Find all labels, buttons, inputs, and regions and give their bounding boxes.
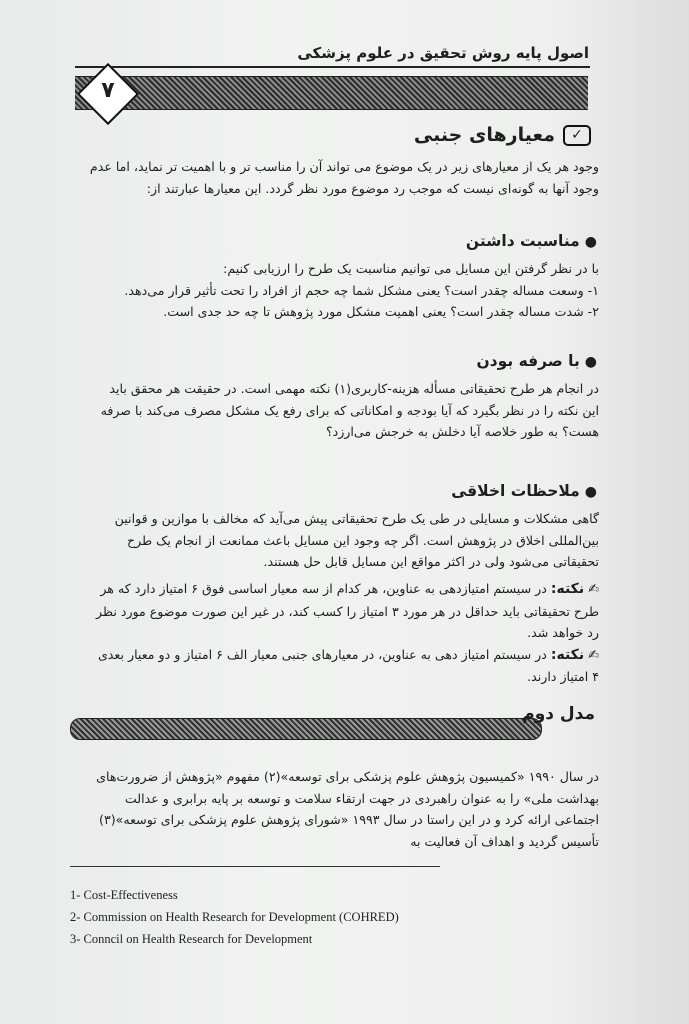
bullet-icon: ● (584, 354, 597, 370)
criterion-heading (466, 232, 597, 250)
note-label: نکته: (550, 581, 585, 597)
criterion-body (89, 258, 599, 323)
model-banner (70, 718, 542, 740)
notes-block (89, 578, 599, 688)
section-heading (414, 124, 591, 146)
criterion-heading (451, 482, 597, 500)
bullet-icon: ● (584, 484, 597, 500)
note-pen-icon: ✍ (588, 647, 599, 663)
note-text: در سیستم امتیاز دهی به عناوین، در معیارهای جنبی معیار الف ۶ امتیاز و دو معیار بعدی ۴ امتیاز دارند. (97, 646, 599, 684)
footnote: 1- Cost-Effectiveness (70, 888, 178, 902)
criterion-line: ۲- شدت مساله چقدر است؟ یعنی اهمیت مشکل مورد پژوهش تا چه حد جدی است. (163, 304, 599, 319)
criterion-title: مناسبت داشتن (465, 232, 580, 250)
criterion-heading (476, 352, 597, 370)
note-label: نکته: (550, 646, 585, 663)
chapter-banner (75, 76, 588, 110)
note (89, 644, 599, 688)
criterion-body: در انجام هر طرح تحقیقاتی مسأله هزینه-کاربری(۱) نکته مهمی است. در حقیقت هر محقق باید این نکته را در نظر بگیرد که آیا بودجه و امکاناتی که برای رفع یک مشکل مصرف می‌کند با صرفه هست؟ به طور خلاصه آیا دخلش به خرجش می‌ارزد؟ (100, 381, 599, 439)
chapter-number: ۷ (101, 78, 115, 103)
bullet-icon: ● (584, 234, 597, 250)
check-icon: ✓ (563, 125, 591, 146)
criterion-line: با در نظر گرفتن این مسایل می توانیم مناسبت یک طرح را ارزیابی کنیم: (223, 261, 599, 276)
footnote-divider (70, 866, 440, 867)
note-pen-icon: ✍ (588, 582, 599, 597)
model-body: در سال ۱۹۹۰ «کمیسیون پژوهش علوم پزشکی برای توسعه»(۲) مفهوم «پژوهش از ضرورت‌های بهداشت ملی» را به عنوان راهبردی در جهت ارتقاء سلامت و توسعه بر پایه برابری و عدالت اجتماعی ارائه کرد و در این راستا در سال ۱۹۹۳ «شورای پژوهش علوم پزشکی برای توسعه»(۳) تأسیس گردید و اهداف آن فعالیت به (96, 769, 599, 849)
section-title: معیارهای جنبی (413, 124, 555, 146)
book-title: اصول پایه روش تحقیق در علوم پزشکی (297, 44, 589, 62)
footnote: 2- Commission on Health Research for Development (COHRED) (70, 910, 399, 924)
note (89, 578, 599, 644)
header-rule (75, 66, 590, 68)
model-title: مدل دوم (522, 704, 595, 724)
criterion-line: ۱- وسعت مساله چقدر است؟ یعنی مشکل شما چه حجم از افراد را تحت تأثیر قرار می‌دهد. (124, 282, 599, 298)
criterion-title: با صرفه بودن (476, 352, 580, 370)
criterion-body: گاهی مشکلات و مسایلی در طی یک طرح تحقیقاتی پیش می‌آید که مخالف با موازین و قوانین بین‌المللی اخلاق در پژوهش است. اگر چه وجود این مسایل باعث ممانعت از انجام یک طرح تحقیقاتی می‌شود ولی در اکثر مواقع این مسایل قابل حل هستند. (114, 511, 599, 569)
section-intro: وجود هر یک از معیارهای زیر در یک موضوع می تواند آن را مناسب تر و با اهمیت تر نماید، اما عدم وجود آنها به گونه‌ای نیست که موجب رد موضوع مورد نظر گردد. این معیارها عبارتند از: (89, 159, 599, 196)
footnote: 3- Conncil on Health Research for Development (70, 932, 313, 946)
footnotes (70, 884, 540, 950)
criterion-title: ملاحظات اخلاقی (451, 482, 580, 500)
note-text: در سیستم امتیازدهی به عناوین، هر کدام از سه معیار اساسی فوق ۶ امتیاز دارد که هر طرح تحقیقاتی باید حداقل در هر مورد ۳ امتیاز را کسب کند، در غیر این صورت موضوع مورد نظر رد خواهد شد. (96, 581, 599, 640)
